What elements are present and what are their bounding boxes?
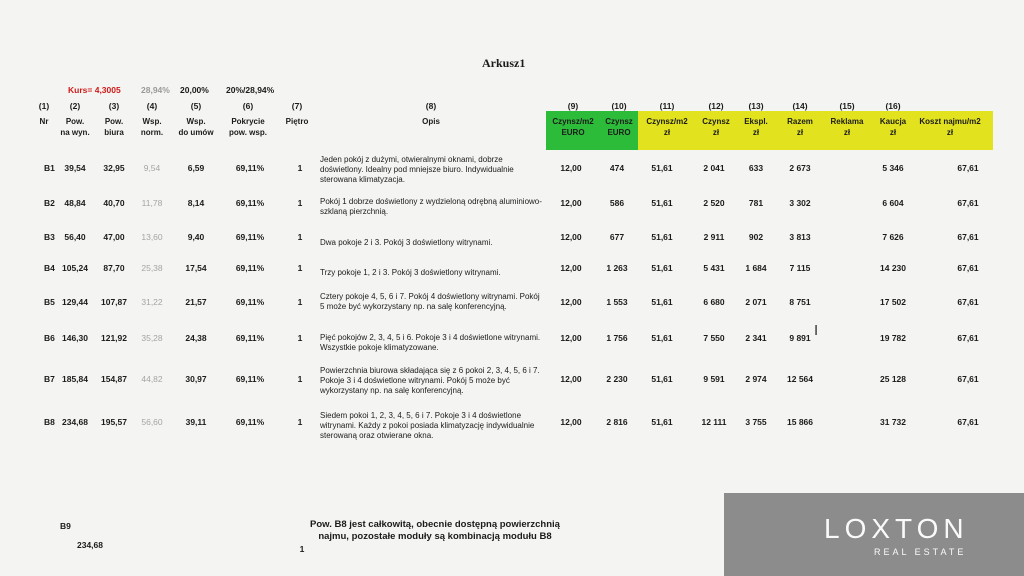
kurs-label <box>68 85 121 95</box>
cell-ekspl: 2 341 <box>745 333 767 343</box>
b9-pietro: 1 <box>299 544 305 554</box>
column-header: Razem zł <box>787 117 813 137</box>
cell-koszt-m2: 67,61 <box>957 417 979 427</box>
cell-ekspl: 633 <box>748 163 764 173</box>
b9-nr: B9 <box>60 521 71 531</box>
cell-wsp-norm: 56,60 <box>141 417 163 427</box>
cell-pow-biura: 107,87 <box>101 297 127 307</box>
row-nr: B3 <box>44 232 55 242</box>
column-number: (5) <box>190 101 202 111</box>
row-description: Cztery pokoje 4, 5, 6 i 7. Pokój 4 doświetlony witrynami. Pokój 5 może być wykorzystany np. na salę konferencyjną. <box>320 292 540 311</box>
row-nr: B7 <box>44 374 55 384</box>
cell-wsp-umow: 17,54 <box>185 263 207 273</box>
cell-pow-biura: 47,00 <box>103 232 125 242</box>
cell-ekspl: 1 684 <box>745 263 767 273</box>
row-nr: B2 <box>44 198 55 208</box>
column-number: (13) <box>748 101 764 111</box>
cell-razem: 3 813 <box>789 232 811 242</box>
cell-czynsz-pln: 5 431 <box>703 263 725 273</box>
cell-czynsz-m2-pln: 51,61 <box>651 232 673 242</box>
column-header: Piętro <box>285 117 309 126</box>
cell-pow-biura: 40,70 <box>103 198 125 208</box>
cell-ekspl: 902 <box>748 232 764 242</box>
cell-koszt-m2: 67,61 <box>957 198 979 208</box>
column-number: (2) <box>69 101 81 111</box>
param-wsp-umow: 20,00% <box>180 85 209 95</box>
cell-czynsz-m2-pln: 51,61 <box>651 163 673 173</box>
cell-pow-wyn: 39,54 <box>64 163 86 173</box>
column-header: Koszt najmu/m2 zł <box>919 117 981 137</box>
cell-kaucja: 14 230 <box>880 263 906 273</box>
cell-koszt-m2: 67,61 <box>957 333 979 343</box>
cell-czynsz-pln: 7 550 <box>703 333 725 343</box>
column-number: (6) <box>242 101 254 111</box>
loxton-logo <box>724 493 1024 576</box>
param-pokrycie: 20%/28,94% <box>226 85 275 95</box>
cell-pow-biura: 154,87 <box>101 374 127 384</box>
cell-pokrycie: 69,11% <box>235 297 265 307</box>
b9-pow: 234,68 <box>77 540 103 550</box>
cell-czynsz-m2-eur: 12,00 <box>560 163 582 173</box>
cell-kaucja: 25 128 <box>880 374 906 384</box>
cell-czynsz-m2-eur: 12,00 <box>560 297 582 307</box>
row-nr: B4 <box>44 263 55 273</box>
cell-wsp-umow: 6,59 <box>187 163 205 173</box>
cell-czynsz-pln: 2 911 <box>703 232 725 242</box>
cell-wsp-umow: 8,14 <box>187 198 205 208</box>
footer-note: Pow. B8 jest całkowitą, obecnie dostępną powierzchnią najmu, pozostałe moduły są kombinacją modułu B8 <box>310 519 560 542</box>
cell-pow-biura: 195,57 <box>101 417 127 427</box>
row-nr: B1 <box>44 163 55 173</box>
cell-pow-biura: 87,70 <box>103 263 125 273</box>
column-header: Opis <box>422 117 440 126</box>
cell-pow-wyn: 234,68 <box>62 417 88 427</box>
cell-razem: 7 115 <box>789 263 811 273</box>
column-header: Reklama zł <box>830 117 864 137</box>
cell-razem: 3 302 <box>789 198 811 208</box>
row-description: Pokój 1 dobrze doświetlony z wydzieloną odrębną aluminiowo- szklaną pierzchnią. <box>320 197 542 216</box>
cell-koszt-m2: 67,61 <box>957 374 979 384</box>
cell-pietro: 1 <box>297 297 303 307</box>
cell-czynsz-eur: 2 230 <box>606 374 628 384</box>
cell-kaucja: 31 732 <box>880 417 906 427</box>
text-cursor-icon: Ⅰ <box>814 322 819 338</box>
cell-czynsz-m2-eur: 12,00 <box>560 232 582 242</box>
cell-czynsz-pln: 12 111 <box>701 417 727 427</box>
cell-czynsz-m2-eur: 12,00 <box>560 333 582 343</box>
cell-wsp-umow: 39,11 <box>185 417 207 427</box>
cell-pietro: 1 <box>297 163 303 173</box>
logo-main-text: LOXTON <box>824 513 969 544</box>
cell-pow-biura: 32,95 <box>103 163 125 173</box>
column-header: Czynsz zł <box>702 117 730 137</box>
column-number: (3) <box>108 101 120 111</box>
cell-wsp-umow: 24,38 <box>185 333 207 343</box>
cell-kaucja: 7 626 <box>882 232 904 242</box>
cell-wsp-norm: 44,82 <box>141 374 163 384</box>
column-header: Kaucja zł <box>879 117 907 137</box>
column-header: Pokrycie pow. wsp. <box>229 117 267 137</box>
column-number: (1) <box>38 101 50 111</box>
cell-pietro: 1 <box>297 333 303 343</box>
column-header: Wsp. norm. <box>140 117 164 137</box>
column-header: Czynsz/m2 EURO <box>552 117 594 137</box>
cell-czynsz-m2-eur: 12,00 <box>560 198 582 208</box>
cell-czynsz-eur: 1 553 <box>606 297 628 307</box>
cell-razem: 8 751 <box>789 297 811 307</box>
cell-ekspl: 781 <box>748 198 764 208</box>
logo-sub-text: REAL ESTATE <box>874 547 967 557</box>
column-header: Pow. biura <box>104 117 124 137</box>
cell-kaucja: 17 502 <box>880 297 906 307</box>
cell-wsp-norm: 35,28 <box>141 333 163 343</box>
cell-czynsz-pln: 2 041 <box>703 163 725 173</box>
column-number: (15) <box>839 101 855 111</box>
cell-koszt-m2: 67,61 <box>957 297 979 307</box>
row-nr: B6 <box>44 333 55 343</box>
row-description: Powierzchnia biurowa składająca się z 6 pokoi 2, 3, 4, 5, 6 i 7. Pokoje 3 i 4 doświetlone witrynami. Pokój 5 może być wykorzystany np. na salę konferencyjną. <box>320 366 540 395</box>
cell-razem: 12 564 <box>787 374 813 384</box>
cell-razem: 2 673 <box>789 163 811 173</box>
cell-pow-wyn: 105,24 <box>62 263 88 273</box>
row-description: Jeden pokój z dużymi, otwieralnymi oknami, dobrze doświetlony. Idealny pod mniejsze biuro. Indywidualnie sterowana klimatyzacja. <box>320 155 514 184</box>
cell-wsp-norm: 25,38 <box>141 263 163 273</box>
kurs-label-text: Kurs= <box>68 85 93 95</box>
cell-czynsz-m2-pln: 51,61 <box>651 297 673 307</box>
column-header: Czynsz EURO <box>605 117 633 137</box>
column-header: Ekspl. zł <box>744 117 768 137</box>
cell-ekspl: 3 755 <box>745 417 767 427</box>
column-number: (14) <box>792 101 808 111</box>
row-description: Trzy pokoje 1, 2 i 3. Pokój 3 doświetlony witrynami. <box>320 268 501 277</box>
cell-pow-biura: 121,92 <box>101 333 127 343</box>
cell-czynsz-pln: 2 520 <box>703 198 725 208</box>
cell-ekspl: 2 974 <box>745 374 767 384</box>
row-description: Dwa pokoje 2 i 3. Pokój 3 doświetlony witrynami. <box>320 238 493 247</box>
row-description: Siedem pokoi 1, 2, 3, 4, 5, 6 i 7. Pokoje 3 i 4 doświetlone witrynami. Każdy z pokoi posiada klimatyzację indywidualnie sterowaną oraz otwierane okna. <box>320 411 535 440</box>
cell-pietro: 1 <box>297 417 303 427</box>
cell-pietro: 1 <box>297 374 303 384</box>
cell-ekspl: 2 071 <box>745 297 767 307</box>
cell-czynsz-m2-pln: 51,61 <box>651 198 673 208</box>
column-number: (7) <box>291 101 303 111</box>
cell-pokrycie: 69,11% <box>235 374 265 384</box>
cell-kaucja: 19 782 <box>880 333 906 343</box>
row-nr: B5 <box>44 297 55 307</box>
cell-pow-wyn: 185,84 <box>62 374 88 384</box>
cell-pokrycie: 69,11% <box>235 263 265 273</box>
column-header: Czynsz/m2 zł <box>646 117 688 137</box>
cell-czynsz-m2-eur: 12,00 <box>560 374 582 384</box>
cell-czynsz-eur: 2 816 <box>606 417 628 427</box>
cell-czynsz-m2-pln: 51,61 <box>651 374 673 384</box>
cell-czynsz-pln: 9 591 <box>703 374 725 384</box>
column-number: (12) <box>708 101 724 111</box>
cell-wsp-norm: 31,22 <box>141 297 163 307</box>
column-number: (11) <box>659 101 675 111</box>
cell-czynsz-eur: 1 756 <box>606 333 628 343</box>
column-number: (10) <box>611 101 627 111</box>
column-number: (4) <box>146 101 158 111</box>
cell-wsp-umow: 30,97 <box>185 374 207 384</box>
cell-pow-wyn: 48,84 <box>64 198 86 208</box>
cell-czynsz-eur: 474 <box>609 163 625 173</box>
cell-razem: 9 891 <box>789 333 811 343</box>
cell-kaucja: 6 604 <box>882 198 904 208</box>
cell-pokrycie: 69,11% <box>235 232 265 242</box>
cell-pokrycie: 69,11% <box>235 417 265 427</box>
cell-wsp-umow: 21,57 <box>185 297 207 307</box>
cell-czynsz-eur: 586 <box>609 198 625 208</box>
cell-wsp-norm: 9,54 <box>143 163 161 173</box>
column-number: (16) <box>885 101 901 111</box>
cell-pokrycie: 69,11% <box>235 198 265 208</box>
column-number: (9) <box>567 101 579 111</box>
cell-koszt-m2: 67,61 <box>957 263 979 273</box>
cell-czynsz-pln: 6 680 <box>703 297 725 307</box>
sheet-title: Arkusz1 <box>482 56 526 70</box>
column-header: Wsp. do umów <box>178 117 214 137</box>
cell-razem: 15 866 <box>787 417 813 427</box>
cell-pietro: 1 <box>297 198 303 208</box>
column-header: Pow. na wyn. <box>60 117 90 137</box>
cell-pietro: 1 <box>297 263 303 273</box>
cell-pietro: 1 <box>297 232 303 242</box>
column-number: (8) <box>425 101 437 111</box>
cell-pow-wyn: 129,44 <box>62 297 88 307</box>
param-wsp-norm: 28,94% <box>141 85 170 95</box>
cell-pokrycie: 69,11% <box>235 163 265 173</box>
cell-czynsz-eur: 1 263 <box>606 263 628 273</box>
cell-czynsz-eur: 677 <box>609 232 625 242</box>
row-nr: B8 <box>44 417 55 427</box>
cell-koszt-m2: 67,61 <box>957 163 979 173</box>
cell-kaucja: 5 346 <box>882 163 904 173</box>
cell-koszt-m2: 67,61 <box>957 232 979 242</box>
cell-czynsz-m2-eur: 12,00 <box>560 417 582 427</box>
cell-pokrycie: 69,11% <box>235 333 265 343</box>
cell-czynsz-m2-pln: 51,61 <box>651 417 673 427</box>
cell-wsp-norm: 11,78 <box>141 198 163 208</box>
cell-pow-wyn: 56,40 <box>64 232 86 242</box>
cell-wsp-norm: 13,60 <box>141 232 163 242</box>
cell-wsp-umow: 9,40 <box>187 232 205 242</box>
cell-czynsz-m2-pln: 51,61 <box>651 263 673 273</box>
row-description: Pięć pokojów 2, 3, 4, 5 i 6. Pokoje 3 i 4 doświetlone witrynami. Wszystkie pokoje klimatyzowane. <box>320 333 541 352</box>
cell-czynsz-m2-eur: 12,00 <box>560 263 582 273</box>
kurs-value: 4,3005 <box>94 85 121 95</box>
cell-czynsz-m2-pln: 51,61 <box>651 333 673 343</box>
cell-pow-wyn: 146,30 <box>62 333 88 343</box>
column-header: Nr <box>39 117 49 126</box>
